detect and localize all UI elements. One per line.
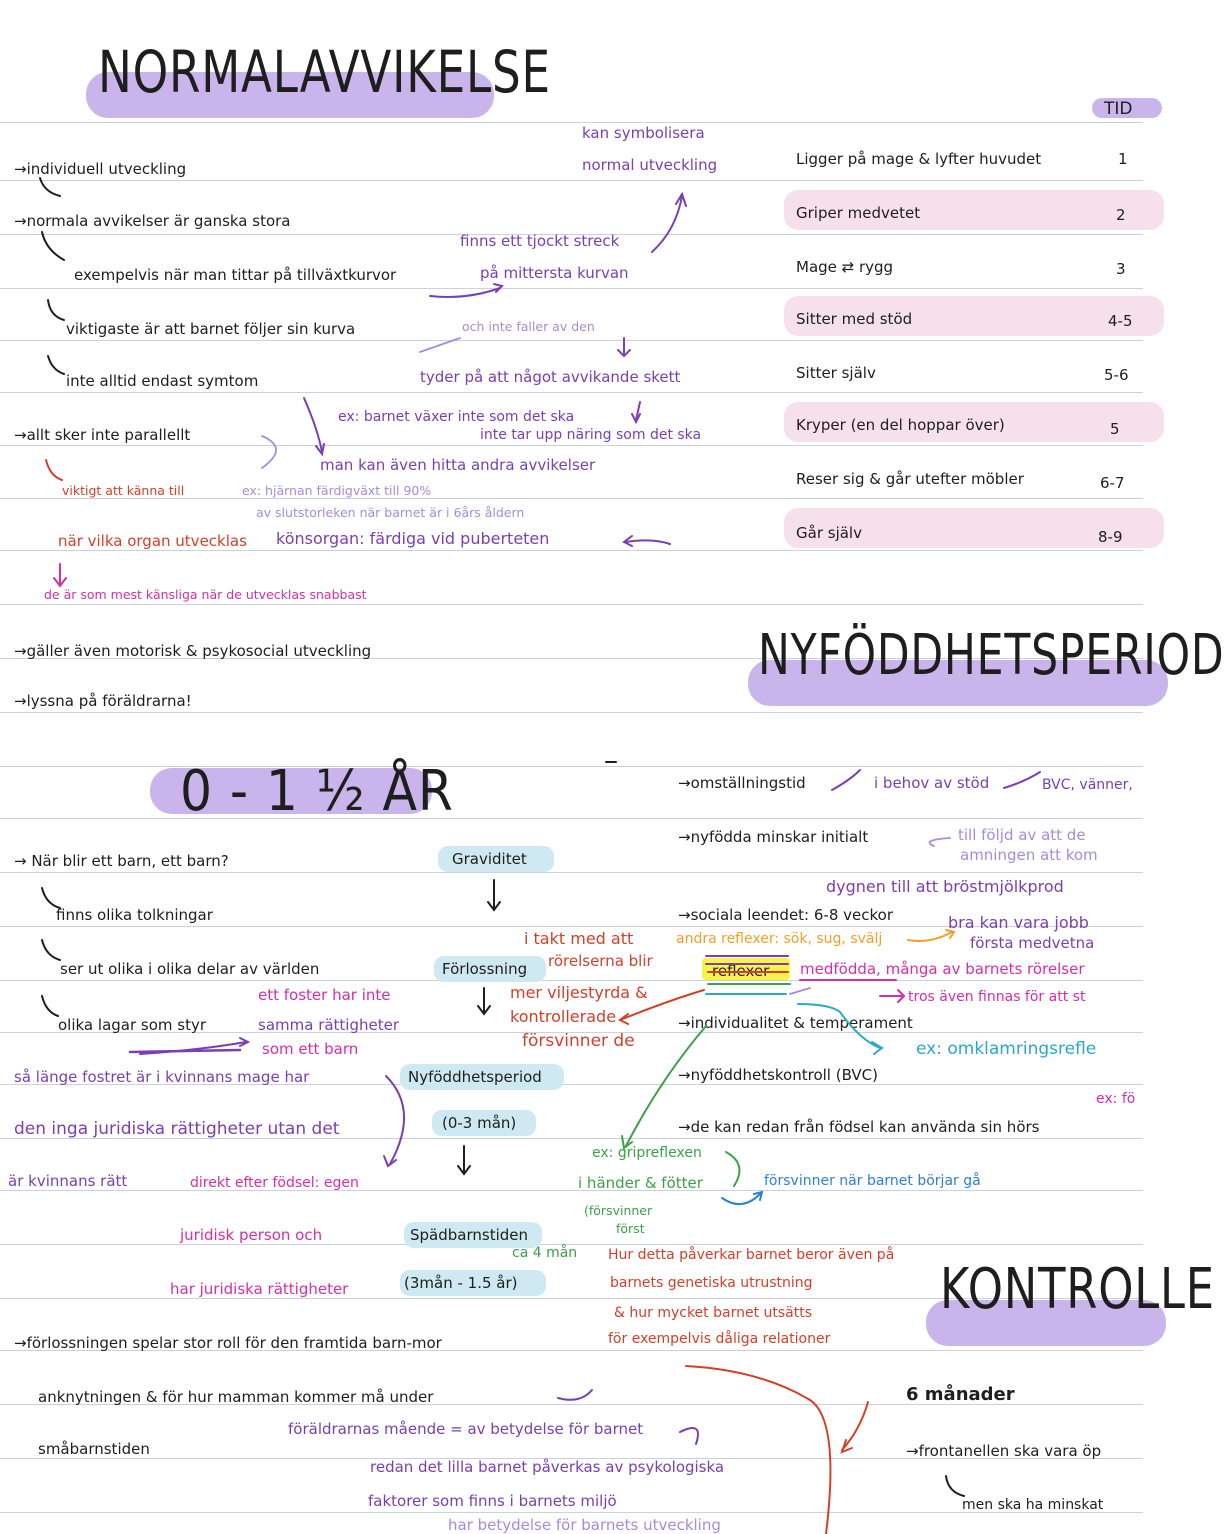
annotation: redan det lilla barnet påverkas av psykologiska <box>370 1458 725 1476</box>
table-row-label: Mage ⇄ rygg <box>796 258 894 276</box>
annotation: faktorer som finns i barnets miljö <box>368 1492 617 1510</box>
annotation: och inte faller av den <box>462 319 595 334</box>
note-line: →nyföddhetskontroll (BVC) <box>678 1066 878 1084</box>
annotation: kan symbolisera <box>582 124 705 142</box>
note-line: 6 månader <box>906 1384 1015 1405</box>
table-row-label: Reser sig & går utefter möbler <box>796 470 1024 488</box>
annotation: inte tar upp näring som det ska <box>480 427 702 443</box>
timeline-stage-label: Spädbarnstiden <box>410 1226 529 1244</box>
annotation: & hur mycket barnet utsätts <box>614 1305 813 1321</box>
note-line: →de kan redan från födsel kan använda sin hörs <box>678 1118 1040 1136</box>
annotation: juridisk person och <box>180 1226 323 1244</box>
title-normalavvikelse: NORMALAVVIKELSE <box>98 38 551 106</box>
note-line: →normala avvikelser är ganska stora <box>14 212 291 230</box>
note-line: de är som mest känsliga när de utvecklas snabbast <box>44 587 367 602</box>
annotation: till följd av att de <box>958 826 1086 844</box>
annotation: ex: hjärnan färdigväxt till 90% <box>242 483 432 498</box>
annotation: ca 4 mån <box>512 1245 578 1261</box>
annotation: föräldrarnas mående = av betydelse för barnet <box>288 1420 644 1438</box>
table-row-value: 6-7 <box>1100 474 1125 492</box>
note-line: småbarnstiden <box>38 1440 150 1458</box>
annotation: som ett barn <box>262 1040 359 1058</box>
note-line: viktigt att känna till <box>62 483 185 498</box>
annotation: dygnen till att bröstmjölkprod <box>826 877 1064 896</box>
annotation: könsorgan: färdiga vid puberteten <box>276 529 550 548</box>
annotation: andra reflexer: sök, sug, svälj <box>676 931 883 947</box>
table-row-label: Sitter med stöd <box>796 310 913 328</box>
timeline-range: (0-3 mån) <box>442 1114 517 1132</box>
table-row-label: Ligger på mage & lyfter huvudet <box>796 150 1042 168</box>
note-line: →individuell utveckling <box>14 160 187 178</box>
timeline-stage-label: Nyföddhetsperiod <box>408 1068 542 1086</box>
annotation: normal utveckling <box>582 156 718 174</box>
annotation: först <box>616 1221 645 1236</box>
note-line: den inga juridiska rättigheter utan det <box>14 1119 340 1139</box>
annotation: man kan även hitta andra avvikelser <box>320 456 596 474</box>
title-kontroller: KONTROLLE <box>940 1257 1215 1322</box>
table-row-label: Går själv <box>796 524 862 542</box>
annotation: ex: barnet växer inte som det ska <box>338 409 575 425</box>
annotation: av slutstorleken när barnet är i 6års åldern <box>256 505 525 520</box>
table-row-label: Griper medvetet <box>796 204 921 222</box>
annotation: rörelserna blir <box>548 952 653 970</box>
annotation: för exempelvis dåliga relationer <box>608 1331 831 1347</box>
note-line: →allt sker inte parallellt <box>14 426 191 444</box>
annotation: försvinner de <box>522 1031 635 1051</box>
note-line: så länge fostret är i kvinnans mage har <box>14 1068 310 1086</box>
note-line: → När blir ett barn, ett barn? <box>14 852 229 870</box>
timeline-stage-label: Graviditet <box>452 850 527 868</box>
table-row-value: 8-9 <box>1098 528 1123 546</box>
note-line: →sociala leendet: 6-8 veckor <box>678 906 893 924</box>
note-line: →individualitet & temperament <box>678 1014 913 1032</box>
note-line: ser ut olika i olika delar av världen <box>60 960 320 978</box>
timeline-stage-label: Förlossning <box>442 960 528 978</box>
annotation: direkt efter födsel: egen <box>190 1175 359 1191</box>
annotation: i händer & fötter <box>578 1174 703 1192</box>
note-line: reflexer <box>712 962 770 980</box>
note-line: olika lagar som styr <box>58 1016 207 1034</box>
annotation: ex: omklamringsrefle <box>916 1039 1097 1059</box>
note-line: →gäller även motorisk & psykosocial utveckling <box>14 642 372 660</box>
annotation: tros även finnas för att st <box>908 989 1086 1005</box>
annotation: första medvetna <box>970 934 1095 952</box>
annotation: ex: gripreflexen <box>592 1145 702 1161</box>
annotation: medfödda, många av barnets rörelser <box>800 960 1085 978</box>
note-line: finns olika tolkningar <box>56 906 213 924</box>
annotation: försvinner när barnet börjar gå <box>764 1173 981 1189</box>
note-line: på mittersta kurvan <box>480 264 629 282</box>
note-line: →nyfödda minskar initialt <box>678 828 869 846</box>
annotation: ex: fö <box>1096 1091 1136 1107</box>
note-line: när vilka organ utvecklas <box>58 532 247 550</box>
annotation: ett foster har inte <box>258 986 391 1004</box>
note-line: är kvinnans rätt <box>8 1172 128 1190</box>
title-nyfoddhetsperiod: NYFÖDDHETSPERIOD <box>758 623 1224 688</box>
annotation: har juridiska rättigheter <box>170 1280 349 1298</box>
table-row-label: Sitter själv <box>796 364 876 382</box>
note-line: men ska ha minskat <box>962 1497 1104 1513</box>
annotation: i takt med att <box>524 929 634 948</box>
table-header: TID <box>1104 99 1133 119</box>
table-row-value: 5 <box>1110 420 1120 438</box>
annotation: BVC, vänner, <box>1042 777 1133 793</box>
annotation: tyder på att något avvikande skett <box>420 368 681 386</box>
note-line: →lyssna på föräldrarna! <box>14 692 192 710</box>
note-line: samma rättigheter <box>258 1016 400 1034</box>
table-row-label: Kryper (en del hoppar över) <box>796 416 1005 434</box>
table-row-value: 4-5 <box>1108 312 1133 330</box>
annotation: finns ett tjockt streck <box>460 232 620 250</box>
annotation: (försvinner <box>584 1203 653 1218</box>
note-line: →förlossningen spelar stor roll för den framtida barn-mor <box>14 1334 442 1352</box>
annotation: har betydelse för barnets utveckling <box>448 1516 721 1534</box>
timeline-range: (3mån - 1.5 år) <box>404 1274 518 1292</box>
annotation: kontrollerade <box>510 1007 617 1026</box>
annotation: barnets genetiska utrustning <box>610 1275 813 1291</box>
annotation: Hur detta påverkar barnet beror även på <box>608 1247 895 1263</box>
note-line: viktigaste är att barnet följer sin kurva <box>66 320 356 338</box>
annotation: bra kan vara jobb <box>948 913 1089 932</box>
note-line: anknytningen & för hur mamman kommer må under <box>38 1388 434 1406</box>
table-row-value: 5-6 <box>1104 366 1129 384</box>
annotation: i behov av stöd <box>874 774 990 792</box>
annotation: mer viljestyrda & <box>510 983 648 1002</box>
note-line: →frontanellen ska vara öp <box>906 1442 1102 1460</box>
annotation: amningen att kom <box>960 846 1098 864</box>
table-row-value: 1 <box>1118 150 1128 168</box>
table-row-value: 2 <box>1116 206 1126 224</box>
note-line: exempelvis när man tittar på tillväxtkurvor <box>74 266 397 284</box>
table-row-value: 3 <box>1116 260 1126 278</box>
note-line: inte alltid endast symtom <box>66 372 259 390</box>
note-line: →omställningstid <box>678 774 806 792</box>
title-age-range: 0 - 1 ½ ÅR <box>180 759 454 824</box>
